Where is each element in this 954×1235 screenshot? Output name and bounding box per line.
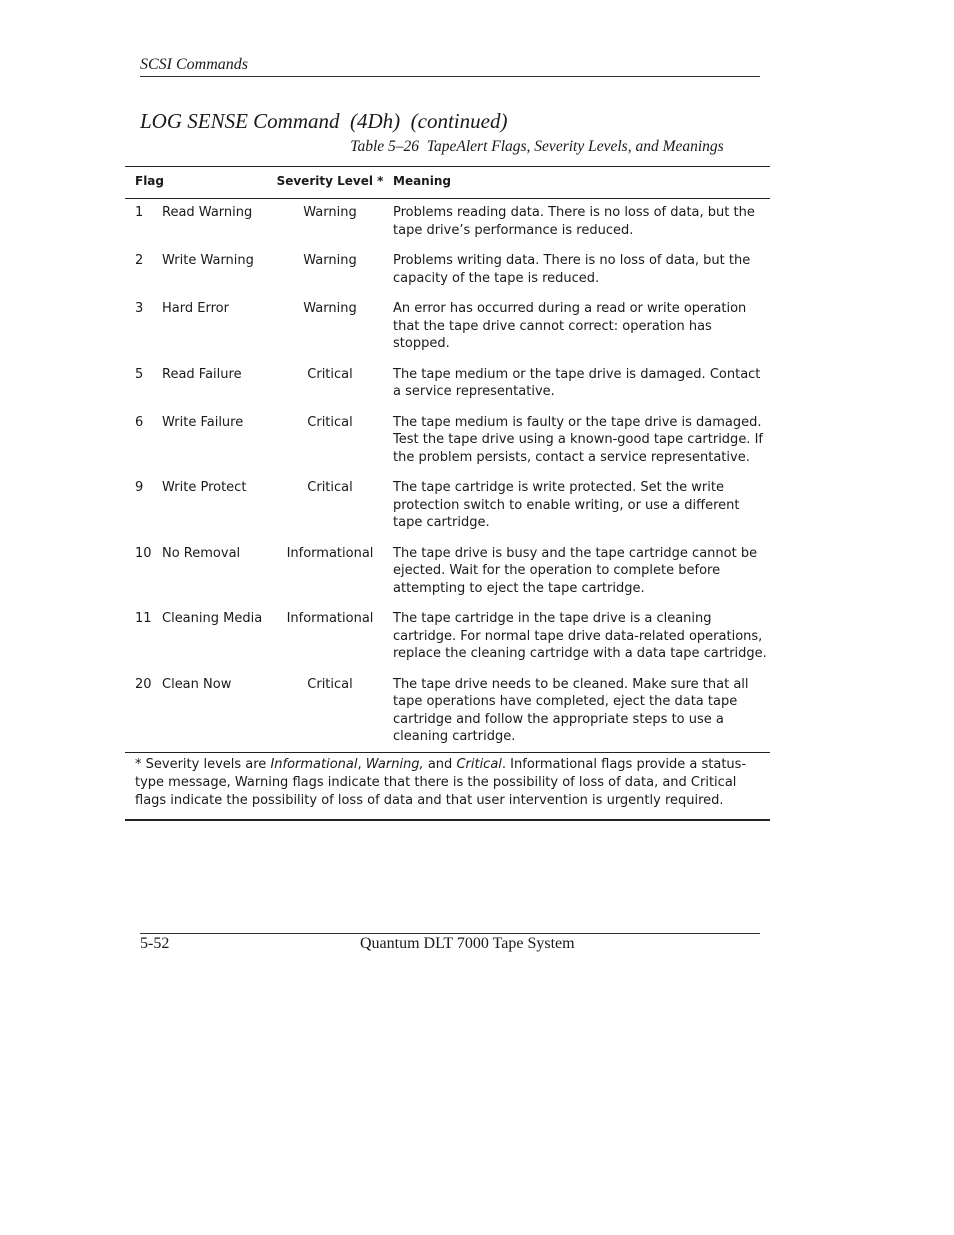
footer-rule bbox=[140, 933, 760, 934]
table-row bbox=[125, 676, 770, 746]
flag-name: Write Failure bbox=[162, 414, 244, 430]
flag-meaning: The tape drive needs to be cleaned. Make sure that all tape operations have completed, eject the data tape cartridge and follow the appropriate steps to use a cleaning cartridge. bbox=[393, 676, 749, 744]
flag-number: 10 bbox=[135, 545, 152, 561]
flag-meaning: The tape cartridge is write protected. Set the write protection switch to enable writing, or use a different tape cartridge. bbox=[393, 480, 740, 530]
severity-level: Informational bbox=[286, 545, 374, 561]
table-row bbox=[125, 610, 770, 663]
footnote-text: . Informational flags provide a status-type message, Warning flags indicate that there is the possibility of loss of data, and Critical flags indicate the possibility of loss of data and that user intervention is urgently required. bbox=[135, 756, 747, 808]
flag-name: Write Protect bbox=[162, 480, 247, 495]
flag-name: Write Warning bbox=[162, 253, 254, 268]
flag-number: 6 bbox=[135, 414, 144, 430]
book-title: Quantum DLT 7000 Tape System bbox=[360, 935, 575, 952]
column-header-flag: Flag bbox=[135, 174, 164, 188]
flag-number: 9 bbox=[135, 480, 144, 495]
column-header-meaning: Meaning bbox=[393, 174, 451, 188]
footnote-term-informational: Informational bbox=[270, 756, 358, 772]
footnote-separator: , bbox=[357, 756, 366, 772]
table-row bbox=[125, 204, 770, 239]
table-row bbox=[125, 252, 770, 287]
flag-meaning: Problems reading data. There is no loss of data, but the tape drive’s performance is reduced. bbox=[393, 205, 755, 238]
table-row bbox=[125, 479, 770, 532]
severity-level: Informational bbox=[286, 611, 374, 626]
flag-number: 3 bbox=[135, 301, 144, 316]
severity-level: Warning bbox=[303, 301, 357, 316]
flag-name: Cleaning Media bbox=[162, 611, 263, 626]
flag-number: 1 bbox=[135, 205, 144, 220]
tapealert-table bbox=[125, 166, 770, 821]
footnote-term-critical: Critical bbox=[456, 756, 502, 772]
severity-level: Warning bbox=[303, 253, 357, 268]
table-body bbox=[125, 199, 770, 753]
running-head: SCSI Commands bbox=[140, 56, 249, 73]
flag-name: Read Failure bbox=[162, 366, 242, 382]
severity-level: Critical bbox=[307, 676, 353, 692]
flag-number: 20 bbox=[135, 676, 152, 692]
table-row bbox=[125, 414, 770, 467]
header-rule bbox=[140, 76, 760, 77]
severity-level: Critical bbox=[307, 480, 353, 495]
flag-meaning: The tape cartridge in the tape drive is a cleaning cartridge. For normal tape drive data-related operations, replace the cleaning cartridge with a data tape cartridge. bbox=[393, 611, 767, 661]
footnote-separator: and bbox=[423, 756, 457, 772]
flag-meaning: The tape drive is busy and the tape cartridge cannot be ejected. Wait for the operation to complete before attempting to eject the tape cartridge. bbox=[393, 545, 758, 596]
table-row bbox=[125, 300, 770, 353]
severity-level: Warning bbox=[303, 205, 357, 220]
table-footnote bbox=[125, 753, 770, 819]
footnote-term-warning: Warning, bbox=[365, 756, 424, 772]
flag-meaning: The tape medium or the tape drive is damaged. Contact a service representative. bbox=[393, 366, 761, 399]
table-row bbox=[125, 366, 770, 401]
flag-meaning: The tape medium is faulty or the tape drive is damaged. Test the tape drive using a known-good tape cartridge. If the problem persists, contact a service representative. bbox=[393, 414, 763, 465]
flag-number: 11 bbox=[135, 611, 152, 626]
flag-name: No Removal bbox=[162, 545, 241, 561]
table-header bbox=[125, 167, 770, 199]
flag-name: Hard Error bbox=[162, 301, 229, 316]
severity-level: Critical bbox=[307, 366, 353, 382]
flag-name: Clean Now bbox=[162, 676, 232, 692]
severity-level: Critical bbox=[307, 414, 353, 430]
footnote-prefix: * Severity levels are bbox=[135, 756, 271, 772]
table-row bbox=[125, 545, 770, 598]
section-title: LOG SENSE Command (4Dh) (continued) bbox=[140, 109, 508, 133]
table-caption: Table 5–26 TapeAlert Flags, Severity Levels, and Meanings bbox=[350, 138, 724, 155]
flag-meaning: An error has occurred during a read or write operation that the tape drive cannot correct: operation has stopped. bbox=[393, 301, 747, 351]
flag-name: Read Warning bbox=[162, 205, 253, 220]
flag-number: 2 bbox=[135, 253, 144, 268]
page-number: 5-52 bbox=[140, 935, 170, 952]
flag-number: 5 bbox=[135, 366, 144, 382]
flag-meaning: Problems writing data. There is no loss of data, but the capacity of the tape is reduced. bbox=[393, 253, 751, 286]
column-header-severity: Severity Level * bbox=[276, 174, 384, 188]
